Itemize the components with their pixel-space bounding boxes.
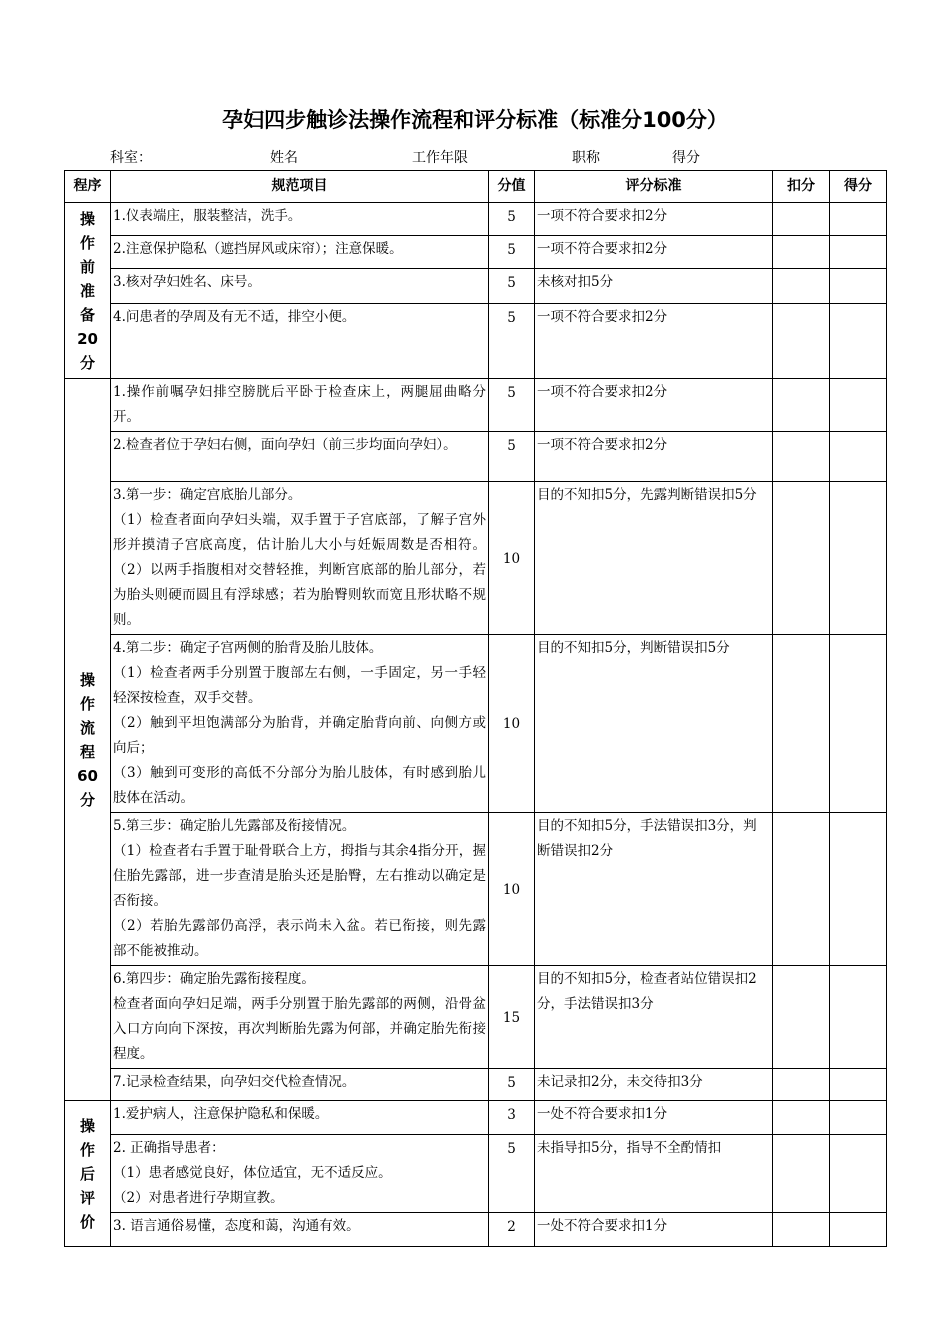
- deduct-cell[interactable]: [773, 813, 830, 966]
- deduct-cell[interactable]: [773, 269, 830, 304]
- table-row: [65, 813, 887, 966]
- name-label: 姓名: [270, 150, 298, 166]
- table-row: [65, 635, 887, 813]
- item-text: 检查者面向孕妇足端，两手分别置于胎先露部的两侧，沿骨盆入口方向向下深按，再次判断胎先露为何部，并确定胎先衔接程度。: [113, 996, 486, 1062]
- dept-label: 科室：: [110, 150, 152, 166]
- points-cell: 5: [489, 236, 535, 269]
- points-cell: 3: [489, 1101, 535, 1135]
- item-cell: [111, 304, 489, 379]
- deduct-cell[interactable]: [773, 379, 830, 432]
- table-row: [65, 1135, 887, 1213]
- header-got: 得分: [830, 171, 887, 203]
- header-item: 规范项目: [111, 171, 489, 203]
- got-cell[interactable]: [830, 236, 887, 269]
- got-cell[interactable]: [830, 966, 887, 1069]
- criteria-cell: 目的不知扣5分，检查者站位错误扣2分，手法错误扣3分: [535, 966, 773, 1069]
- item-text: 3.核对孕妇姓名、床号。: [113, 274, 261, 290]
- table-row: [65, 966, 887, 1069]
- got-cell[interactable]: [830, 482, 887, 635]
- criteria-cell: 未指导扣5分，指导不全酌情扣: [535, 1135, 773, 1213]
- item-text: 1.爱护病人，注意保护隐私和保暖。: [113, 1106, 329, 1122]
- points-cell: 5: [489, 269, 535, 304]
- header-points: 分值: [489, 171, 535, 203]
- item-cell: [111, 1213, 489, 1247]
- got-cell[interactable]: [830, 1069, 887, 1101]
- header-procedure: 程序: [65, 171, 111, 203]
- section-label-char: 操: [79, 670, 95, 689]
- item-text: （2）触到平坦饱满部分为胎背，并确定胎背向前、向侧方或向后；: [113, 715, 486, 756]
- section-label: [65, 203, 111, 379]
- points-cell: 5: [489, 1069, 535, 1101]
- section-label-char: 准: [79, 281, 95, 300]
- deduct-cell[interactable]: [773, 1101, 830, 1135]
- section-label-char: 价: [79, 1212, 95, 1231]
- item-text: （1）检查者右手置于耻骨联合上方，拇指与其余4指分开，握住胎先露部，进一步查清是胎头还是胎臀，左右推动以确定是否衔接。: [113, 843, 486, 909]
- section-label-char: 操: [79, 1116, 95, 1135]
- item-text: （1）检查者两手分别置于腹部左右侧，一手固定，另一手轻轻深按检查，双手交替。: [113, 665, 486, 706]
- points-cell: 2: [489, 1213, 535, 1247]
- scoring-table: [64, 170, 887, 1247]
- criteria-cell: 未记录扣2分，未交待扣3分: [535, 1069, 773, 1101]
- table-row: [65, 304, 887, 379]
- item-cell: [111, 813, 489, 966]
- years-label: 工作年限: [412, 150, 468, 166]
- criteria-cell: 一项不符合要求扣2分: [535, 203, 773, 236]
- section-label-char: 后: [79, 1164, 95, 1183]
- section-label-char: 分: [79, 353, 95, 372]
- got-cell[interactable]: [830, 1135, 887, 1213]
- points-cell: 10: [489, 482, 535, 635]
- item-text: 3.第一步：确定宫底胎儿部分。: [113, 487, 302, 503]
- table-row: [65, 236, 887, 269]
- deduct-cell[interactable]: [773, 236, 830, 269]
- item-text: 6.第四步：确定胎先露衔接程度。: [113, 971, 315, 987]
- item-text: 5.第三步：确定胎儿先露部及衔接情况。: [113, 818, 356, 834]
- item-text: （2）若胎先露部仍高浮，表示尚未入盆。若已衔接，则先露部不能被推动。: [113, 918, 486, 959]
- section-label-char: 程: [79, 742, 95, 761]
- points-cell: 5: [489, 432, 535, 482]
- criteria-cell: 一项不符合要求扣2分: [535, 236, 773, 269]
- deduct-cell[interactable]: [773, 1069, 830, 1101]
- position-label: 职称: [572, 150, 600, 166]
- section-label-char: 前: [79, 257, 95, 276]
- item-text: 2.检查者位于孕妇右侧，面向孕妇（前三步均面向孕妇）。: [113, 437, 457, 453]
- points-cell: 10: [489, 635, 535, 813]
- points-cell: 5: [489, 203, 535, 236]
- deduct-cell[interactable]: [773, 482, 830, 635]
- header-deduct: 扣分: [773, 171, 830, 203]
- criteria-cell: 目的不知扣5分，手法错误扣3分，判断错误扣2分: [535, 813, 773, 966]
- item-cell: [111, 432, 489, 482]
- header-criteria: 评分标准: [535, 171, 773, 203]
- item-cell: [111, 236, 489, 269]
- criteria-cell: 一处不符合要求扣1分: [535, 1101, 773, 1135]
- table-row: [65, 482, 887, 635]
- deduct-cell[interactable]: [773, 304, 830, 379]
- item-text: 3. 语言通俗易懂，态度和蔼，沟通有效。: [113, 1218, 360, 1234]
- criteria-cell: 目的不知扣5分，先露判断错误扣5分: [535, 482, 773, 635]
- got-cell[interactable]: [830, 1101, 887, 1135]
- item-text: （1）患者感觉良好，体位适宜，无不适反应。: [113, 1165, 392, 1181]
- criteria-cell: 一项不符合要求扣2分: [535, 432, 773, 482]
- section-label-char: 操: [79, 209, 95, 228]
- item-text: 1.操作前嘱孕妇排空膀胱后平卧于检查床上，两腿屈曲略分开。: [113, 384, 486, 425]
- item-text: 7.记录检查结果，向孕妇交代检查情况。: [113, 1074, 356, 1090]
- got-cell[interactable]: [830, 813, 887, 966]
- table-row: [65, 1101, 887, 1135]
- table-row: [65, 1069, 887, 1101]
- points-cell: 10: [489, 813, 535, 966]
- item-cell: [111, 1135, 489, 1213]
- points-cell: 15: [489, 966, 535, 1069]
- item-text: 2.注意保护隐私（遮挡屏风或床帘）；注意保暖。: [113, 241, 403, 257]
- section-label-char: 评: [79, 1188, 95, 1207]
- table-row: [65, 1213, 887, 1247]
- table-row: [65, 379, 887, 432]
- deduct-cell[interactable]: [773, 432, 830, 482]
- got-cell[interactable]: [830, 379, 887, 432]
- item-text: 4.问患者的孕周及有无不适，排空小便。: [113, 309, 356, 325]
- got-cell[interactable]: [830, 203, 887, 236]
- got-cell[interactable]: [830, 432, 887, 482]
- table-row: [65, 432, 887, 482]
- table-row: [65, 269, 887, 304]
- deduct-cell[interactable]: [773, 1135, 830, 1213]
- item-cell: [111, 203, 489, 236]
- page-title: 孕妇四步触诊法操作流程和评分标准（标准分100分）: [222, 108, 728, 132]
- table-row: [65, 203, 887, 236]
- item-cell: [111, 1101, 489, 1135]
- section-label-char: 作: [79, 694, 95, 713]
- section-label-char: 流: [79, 718, 95, 737]
- deduct-cell[interactable]: [773, 203, 830, 236]
- got-cell[interactable]: [830, 269, 887, 304]
- table-body: [65, 203, 887, 1247]
- got-cell[interactable]: [830, 304, 887, 379]
- item-cell: [111, 966, 489, 1069]
- item-cell: [111, 635, 489, 813]
- section-label: [65, 1101, 111, 1247]
- section-label-char: 备: [79, 305, 95, 324]
- item-cell: [111, 269, 489, 304]
- item-cell: [111, 1069, 489, 1101]
- criteria-cell: 一项不符合要求扣2分: [535, 304, 773, 379]
- criteria-cell: 未核对扣5分: [535, 269, 773, 304]
- deduct-cell[interactable]: [773, 635, 830, 813]
- item-cell: [111, 482, 489, 635]
- deduct-cell[interactable]: [773, 1213, 830, 1247]
- points-cell: 5: [489, 1135, 535, 1213]
- item-cell: [111, 379, 489, 432]
- item-text: （2）对患者进行孕期宣教。: [113, 1190, 284, 1206]
- section-label-char: 60: [77, 766, 98, 785]
- item-text: 1.仪表端庄，服装整洁，洗手。: [113, 208, 302, 224]
- section-label: [65, 379, 111, 1101]
- item-text: 2. 正确指导患者：: [113, 1140, 225, 1156]
- criteria-cell: 一项不符合要求扣2分: [535, 379, 773, 432]
- got-cell[interactable]: [830, 635, 887, 813]
- score-label: 得分: [672, 150, 700, 166]
- criteria-cell: 目的不知扣5分，判断错误扣5分: [535, 635, 773, 813]
- criteria-cell: 一处不符合要求扣1分: [535, 1213, 773, 1247]
- points-cell: 5: [489, 379, 535, 432]
- section-label-char: 20: [77, 329, 98, 348]
- header-row: [65, 171, 887, 203]
- item-text: （3）触到可变形的高低不分部分为胎儿肢体，有时感到胎儿肢体在活动。: [113, 765, 486, 806]
- deduct-cell[interactable]: [773, 966, 830, 1069]
- item-text: （1）检查者面向孕妇头端，双手置于子宫底部，了解子宫外形并摸清子宫底高度，估计胎儿大小与妊娠周数是否相符。（2）以两手指腹相对交替轻推，判断宫底部的胎儿部分，若为胎头则硬而圆且有浮球感；若为胎臀则软而宽且形状略不规则。: [113, 512, 486, 628]
- item-text: 4.第二步：确定子宫两侧的胎背及胎儿肢体。: [113, 640, 383, 656]
- section-label-char: 分: [79, 790, 95, 809]
- section-label-char: 作: [79, 1140, 95, 1159]
- section-label-char: 作: [79, 233, 95, 252]
- got-cell[interactable]: [830, 1213, 887, 1247]
- points-cell: 5: [489, 304, 535, 379]
